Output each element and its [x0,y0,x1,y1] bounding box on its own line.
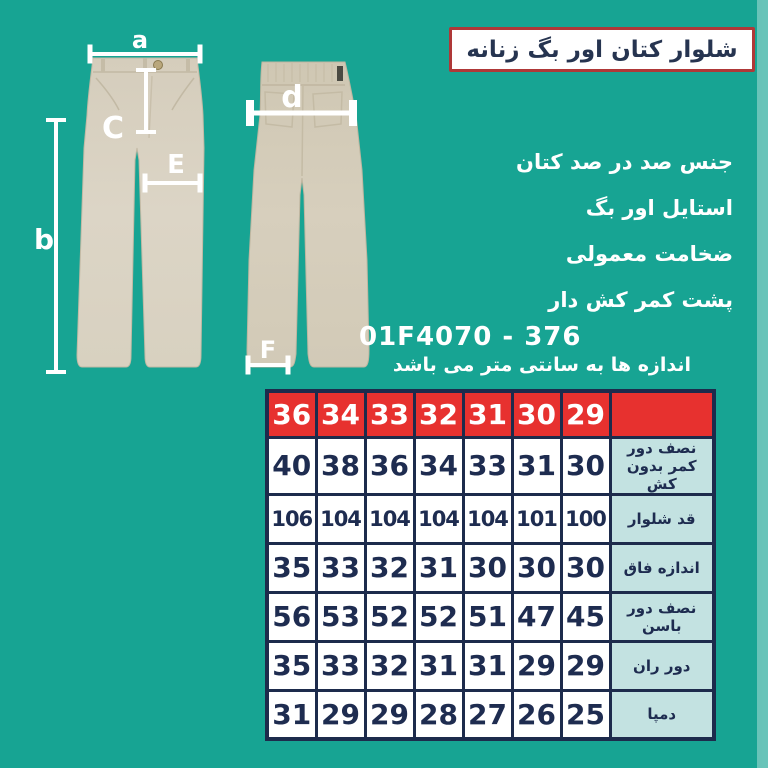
size-note: اندازه ها به سانتی متر می باشد [392,354,691,376]
size-value-cell: 30 [561,543,610,592]
measure-label-f: F [259,336,277,364]
size-value-cell: 30 [463,543,512,592]
size-value-cell: 30 [512,543,561,592]
row-label-cell: اندازه فاق [610,543,714,592]
size-header-cell: 34 [316,391,365,437]
size-value-cell: 31 [267,690,316,739]
size-value-cell: 30 [561,437,610,494]
size-value-cell: 45 [561,592,610,641]
size-value-cell: 40 [267,437,316,494]
image-edge-strip [757,0,768,768]
page-title: شلوار کتان اور بگ زنانه [466,36,738,63]
size-value-cell: 31 [463,641,512,690]
size-value-cell: 29 [365,690,414,739]
size-value-cell: 52 [365,592,414,641]
size-value-cell: 25 [561,690,610,739]
size-value-cell: 28 [414,690,463,739]
waistband-tag [337,66,343,81]
size-table-header-row [267,391,714,437]
size-table-row [267,494,714,543]
size-header-cell: 29 [561,391,610,437]
size-value-cell: 104 [365,494,414,543]
size-table [265,389,716,741]
size-value-cell: 104 [316,494,365,543]
size-value-cell: 104 [463,494,512,543]
size-value-cell: 33 [463,437,512,494]
size-header-empty-cell [610,391,714,437]
size-value-cell: 31 [414,641,463,690]
size-value-cell: 52 [414,592,463,641]
size-header-cell: 33 [365,391,414,437]
size-value-cell: 53 [316,592,365,641]
size-value-cell: 33 [316,543,365,592]
size-value-cell: 38 [316,437,365,494]
size-value-cell: 35 [267,641,316,690]
size-value-cell: 100 [561,494,610,543]
feature-item: استایل اور بگ [585,196,733,220]
feature-list [516,139,733,323]
size-value-cell: 31 [512,437,561,494]
feature-item: پشت کمر کش دار [548,288,733,312]
belt-loop [101,59,105,72]
size-value-cell: 106 [267,494,316,543]
size-header-cell: 31 [463,391,512,437]
row-label-cell: دمپا [610,690,714,739]
size-value-cell: 29 [512,641,561,690]
belt-loop [186,59,190,72]
size-value-cell: 34 [414,437,463,494]
front-pants-image [77,58,204,367]
measure-label-c: C [101,111,125,146]
product-code: 01F4070 - 376 [359,322,582,352]
size-table-row [267,592,714,641]
size-value-cell: 36 [365,437,414,494]
size-header-cell: 36 [267,391,316,437]
size-value-cell: 101 [512,494,561,543]
measure-label-d: d [281,80,303,115]
size-value-cell: 32 [365,641,414,690]
measure-label-a: a [131,26,149,54]
size-value-cell: 27 [463,690,512,739]
size-value-cell: 29 [561,641,610,690]
size-value-cell: 56 [267,592,316,641]
size-value-cell: 29 [316,690,365,739]
size-value-cell: 104 [414,494,463,543]
size-table-row [267,543,714,592]
size-table-row [267,437,714,494]
size-value-cell: 47 [512,592,561,641]
measure-label-e: E [167,150,185,180]
size-value-cell: 26 [512,690,561,739]
row-label-cell: دور ران [610,641,714,690]
feature-item: ضخامت معمولی [565,242,733,266]
size-value-cell: 35 [267,543,316,592]
size-table-row [267,641,714,690]
size-value-cell: 33 [316,641,365,690]
size-value-cell: 31 [414,543,463,592]
row-label-cell: نصف دور کمر بدون کش [610,437,714,494]
size-header-cell: 32 [414,391,463,437]
row-label-cell: قد شلوار [610,494,714,543]
title-box [449,27,755,72]
size-value-cell: 32 [365,543,414,592]
size-value-cell: 51 [463,592,512,641]
feature-item: جنس صد در صد کتان [516,150,733,174]
size-table-row [267,690,714,739]
size-header-cell: 30 [512,391,561,437]
row-label-cell: نصف دور باسن [610,592,714,641]
measure-label-b: b [33,223,55,256]
